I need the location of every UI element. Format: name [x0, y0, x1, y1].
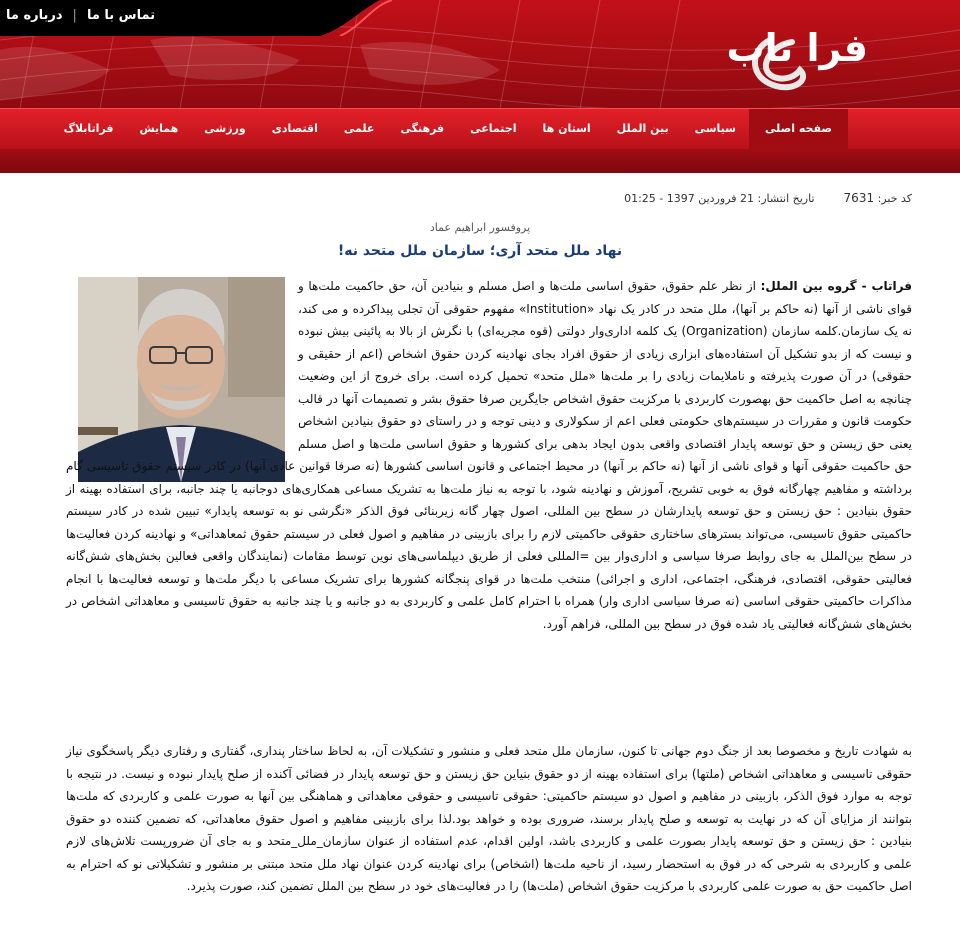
- site-logo[interactable]: فرا تاب: [726, 26, 868, 70]
- nav-item-home[interactable]: صفحه اصلی: [749, 109, 848, 149]
- news-code-label: کد خبر:: [877, 192, 912, 205]
- nav-item-conference[interactable]: همایش: [139, 122, 179, 135]
- nav-item-politics[interactable]: سیاسی: [694, 122, 736, 135]
- main-nav: [0, 108, 960, 149]
- publish-date-label: تاریخ انتشار:: [757, 192, 815, 205]
- nav-item-blog[interactable]: فراتابلاگ: [63, 122, 114, 135]
- site-header: [0, 0, 960, 108]
- publish-date-value: 21 فروردین 1397 - 01:25: [624, 192, 755, 205]
- article-title: نهاد ملل متحد آری؛ سازمان ملل متحد نه!: [337, 243, 623, 259]
- article-paragraph-1: [66, 275, 912, 635]
- article-paragraph-1-text: از نظر علم حقوق، حقوق اساسی ملت‌ها و اصل مسلم و بنیادین آن، حق حاکمیت ملت‌ها و قوای ناشی از آنها (نه حاکم بر آنها)، ملل متحد در کادر یک نهاد «Institution» مفهوم حقوقی آن تجلی پیداکرده و می کند، نه یک سازمان.کلمه سازمان (Organization) یک کلمه اداری‌وار دولتی (قوه مجریه‌ای) با نگرش از بالا به پائینی بیش نبوده و نیست که از بدو تشکیل آن استفاده‌های ابزاری زیادی از حقوق افراد بجای نهادینه کردن حقوق اشخاص (اعم از حقیقی و حقوقی) در آن صورت پذیرفته و ناملایمات زیادی را بر ملت‌ها «ملل متحد» تحمیل کرده است. برای خروج از این وضعیت چنانچه به اصل حاکمیت حق بهصورت کاربردی با مرکزیت حقوق اشخاص جایگرین صرفا حقوق بشر و تصمیمات آنها در قالب حکومت قانون و مقررات در سیستم‌های حکومتی فعلی اعم از سکولاری و دینی توجه و در راستای دو حقوق بنیادین اشخاص یعنی حق زیستن و حق توسعه پایدار اقتصادی واقعی بدون ایجاد بدهی برای کشورها و حقوق اساسی ملت‌ها و اصل مسلم حق حاکمیت حقوقی آنها و قوای ناشی از آنها (نه حاکم بر آنها) در محیط اجتماعی و قانون اساسی کشورها (نه صرفا قوانین عادی آنها) در کادر سیستم حقوق تاسیسی گام برداشته و مفاهیم چهارگانه فوق به خوبی تشریح، آموزش و نهادینه شود، با توجه به نیاز ملت‌ها به تشریک مساعی همکاری‌های دوجانبه یا چند جانبه، برای استفاده بهینه از حقوق بنیادین : حق زیستن و حق توسعه پایدارشان در سطح بین المللی، اصول چهار گانه زیربنائی فوق الذکر «نگرشی نو به توسعه پایدار» تبیین شده در کادر سیستم حاکمیتی حقوق تاسیسی، می‌تواند بسترهای ساختاری حقوقی حاکمیتی لازم را برای بازبینی در مفاهیم و اصول فعلی در سیستم حقوق ثمعاهداتی» و نهادینه کردن فعالیت‌ها در سطح بین‌الملل به جای روابط صرفا سیاسی و اداری‌وار بین =المللی فعلی از طریق دیپلماسی‌های نوین توسط مقامات (نمایندگان واقعی فعالین بخش‌های شش‌گانه فعالیتی حقوقی، اقتصادی، فرهنگی، اجتماعی، اداری و اجرائی) منتخب ملت‌ها در قوای پنجگانه کشورها برای تشریک مساعی با دیگر ملت‌ها و توسعه فعالیت‌ها با انجام مذاکرات حاکمیتی حقوقی اساسی (نه صرفا سیاسی اداری وار) همراه با احترام کامل علمی و کاربردی به دو جانبه و یا چند جانبه به حقوق تاسیسی و معاهداتی اشخاص در بخش‌های شش‌گانه فعالیتی یاد شده فوق در سطح بین المللی، فراهم آورد.: [66, 279, 913, 631]
- nav-item-social[interactable]: اجتماعی: [470, 122, 517, 135]
- news-code-value: 7631: [843, 191, 875, 205]
- nav-item-international[interactable]: بین الملل: [616, 122, 669, 135]
- nav-item-provinces[interactable]: استان ها: [542, 122, 591, 135]
- nav-item-science[interactable]: علمی: [343, 122, 375, 135]
- nav-item-sports[interactable]: ورزشی: [204, 122, 246, 135]
- article-author: پروفسور ابراهیم عماد: [429, 221, 531, 234]
- top-links-separator: |: [72, 8, 77, 23]
- nav-item-culture[interactable]: فرهنگی: [400, 122, 445, 135]
- nav-subbar: [0, 149, 960, 173]
- article-lead: فراتاب - گروه بین الملل:: [760, 279, 912, 293]
- article-meta: [624, 191, 912, 205]
- nav-item-economy[interactable]: اقتصادی: [271, 122, 318, 135]
- contact-link[interactable]: تماس با ما: [86, 8, 156, 23]
- nav-list: [51, 109, 848, 149]
- about-link[interactable]: درباره ما: [6, 8, 63, 23]
- article-paragraph-2: به شهادت تاریخ و مخصوصا بعد از جنگ دوم جهانی تا کنون، سازمان ملل متحد فعلی و منشور و تشکیلات آن، به لحاظ ساختار پنداری، گفتاری و رفتاری دیگر پاسخگوی نیاز حقوقی تاسیسی و معاهداتی اشخاص (ملتها) برای استفاده بهینه از دو حقوق بنیاین حق زیستن و حق توسعه پایدار در فضائی آکنده از صلح پایدار نبوده و نیست. در نتیجه با توجه به موارد فوق الذکر، بازبینی در مفاهیم و اصول دو سیستم حاکمیتی: حقوقی تاسیسی و حقوقی معاهداتی و هماهنگی بین آنها به صورت علمی و کاربردی که ملت‌ها بتوانند از مزایای آن که در نهایت به توسعه و صلح پایدار برسند، ضروری بوده و خواهد بود.لذا برای بازبینی مفاهیم و اصول حقوق معاهداتی، که تضمین کننده دو حقوق بنیادین : حق زیستن و حق توسعه پایدار بصورت علمی و کاربردی باشد، اولین اقدام، عدم استفاده از عنوان سازمان_ملل_متحد و به جای آن ضرورپست تلاش‌های لازم علمی و کاربردی به شرحی که در فوق به استحضار رسید، از ناحیه ملت‌ها (اشخاص) برای نهادینه کردن عنوان نهاد ملل متحد مبتنی بر منشور و تشکیلاتی نو که احترام به اصل حاکمیت حق به صورت علمی کاربردی با مرکزیت حقوق اشخاص (ملت‌ها) را در فعالیت‌های خود در سطح بین الملل تضمین کند، صورت پذیرد.: [66, 744, 912, 893]
- top-links: [6, 8, 155, 23]
